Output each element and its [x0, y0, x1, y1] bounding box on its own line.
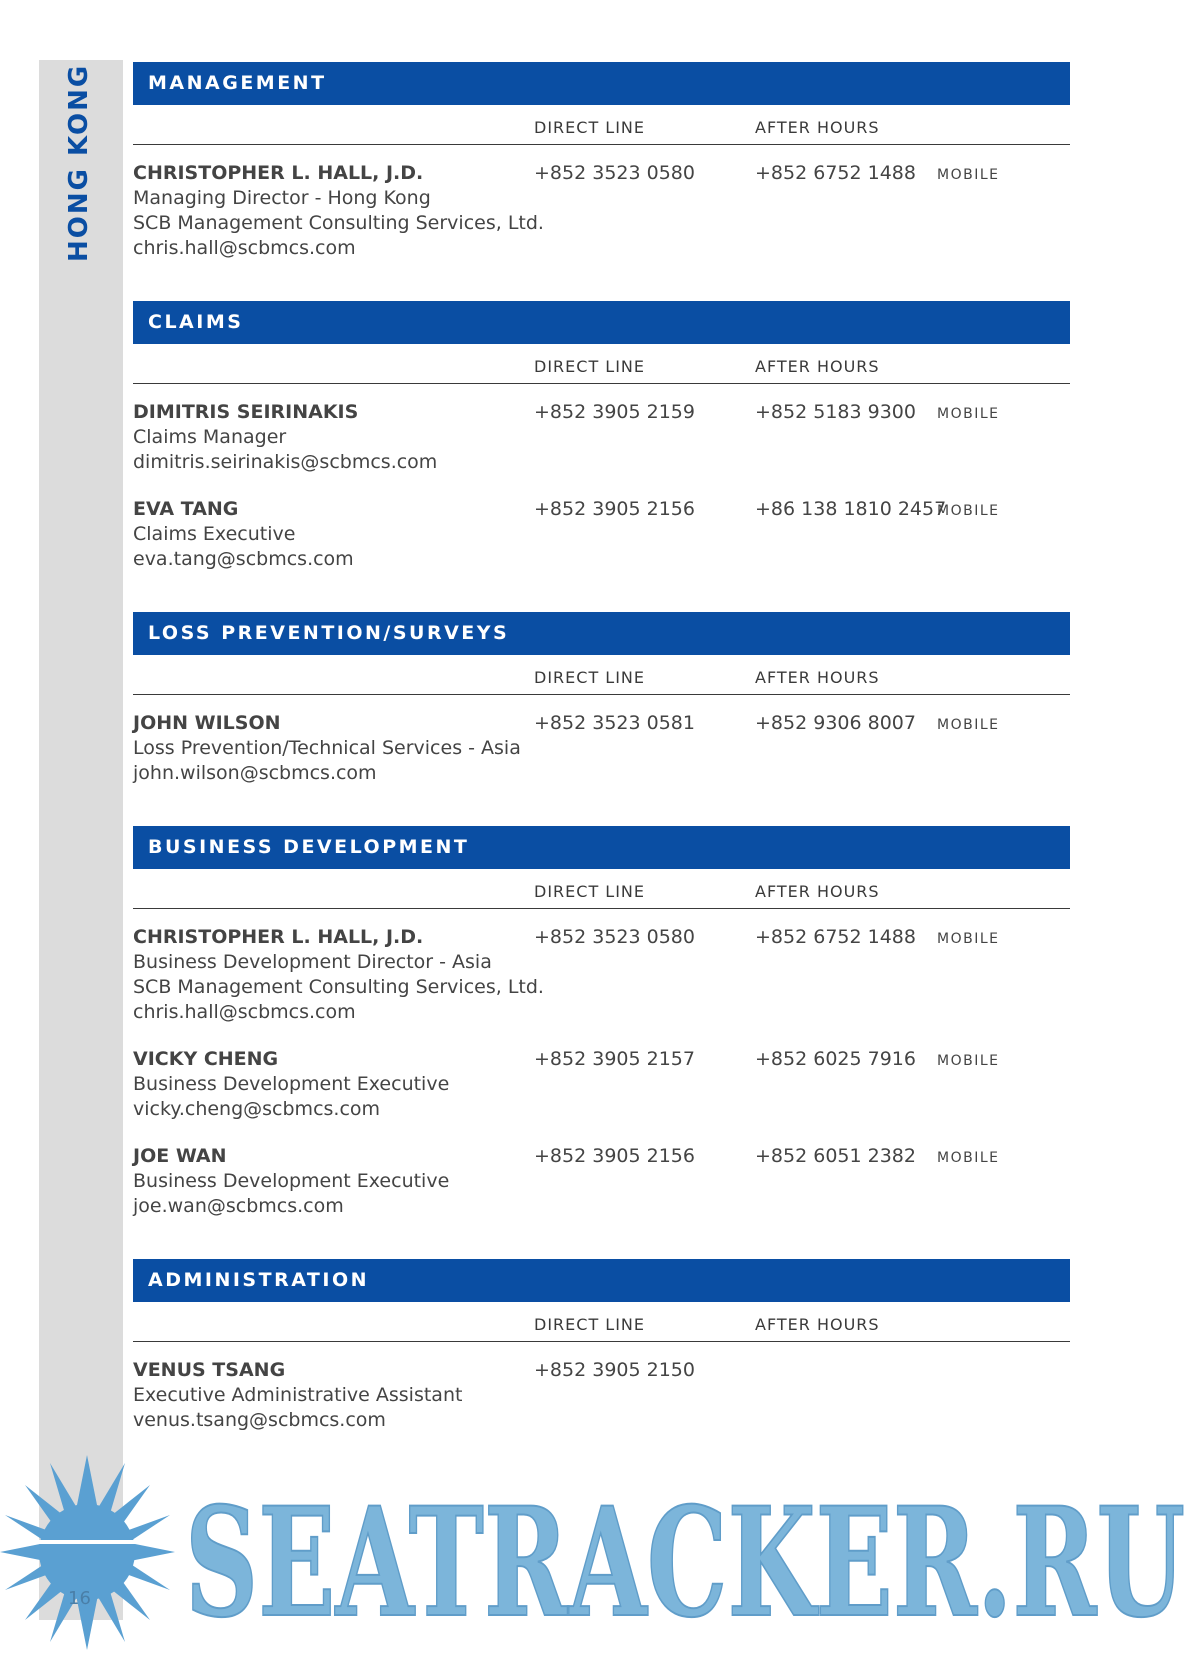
column-headers: [133, 105, 1070, 145]
contact-detail: SCB Management Consulting Services, Ltd.: [133, 976, 544, 998]
contact-name: JOE WAN: [133, 1145, 227, 1167]
people-list: [133, 145, 1070, 261]
contact-detail: Claims Executive: [133, 523, 296, 545]
section-header: BUSINESS DEVELOPMENT: [133, 826, 1070, 869]
people-list: [133, 384, 1070, 572]
direct-line-header: DIRECT LINE: [534, 118, 646, 137]
mobile-label: MOBILE: [937, 406, 1000, 422]
contact-detail: Claims Manager: [133, 426, 287, 448]
side-strip: [39, 60, 123, 1620]
direct-line-number: +852 3523 0580: [534, 162, 695, 184]
contact-detail: Managing Director - Hong Kong: [133, 187, 431, 209]
mobile-label: MOBILE: [937, 1053, 1000, 1069]
mobile-label: MOBILE: [937, 503, 1000, 519]
contact-detail: Executive Administrative Assistant: [133, 1384, 463, 1406]
contact-info: [133, 161, 544, 261]
direct-line-number: +852 3523 0581: [534, 712, 695, 734]
section-header: MANAGEMENT: [133, 62, 1070, 105]
contact-info: [133, 711, 533, 786]
contact-detail: joe.wan@scbmcs.com: [133, 1195, 344, 1217]
after-hours-header: AFTER HOURS: [755, 1315, 880, 1334]
directory-section: [133, 1259, 1070, 1433]
contact-name: CHRISTOPHER L. HALL, J.D.: [133, 926, 424, 948]
contact-detail: Business Development Director - Asia: [133, 951, 492, 973]
contact-entry: [133, 1047, 1070, 1122]
after-hours-number: +852 6752 1488: [755, 162, 916, 184]
column-headers: [133, 1302, 1070, 1342]
contact-info: [133, 1047, 533, 1122]
directory-section: [133, 301, 1070, 572]
contact-info: [133, 400, 533, 475]
contact-entry: [133, 1358, 1070, 1433]
contact-name: VENUS TSANG: [133, 1359, 286, 1381]
directory-section: [133, 612, 1070, 786]
contact-info: [133, 1358, 533, 1433]
contact-name: CHRISTOPHER L. HALL, J.D.: [133, 162, 424, 184]
after-hours-number: +852 5183 9300: [755, 401, 916, 423]
contact-detail: chris.hall@scbmcs.com: [133, 1001, 356, 1023]
direct-line-number: +852 3905 2157: [534, 1048, 695, 1070]
contact-info: [133, 925, 544, 1025]
mobile-label: MOBILE: [937, 931, 1000, 947]
people-list: [133, 909, 1070, 1219]
contact-detail: eva.tang@scbmcs.com: [133, 548, 354, 570]
column-headers: [133, 869, 1070, 909]
column-headers: [133, 655, 1070, 695]
contact-name: EVA TANG: [133, 498, 239, 520]
after-hours-number: +852 6051 2382: [755, 1145, 916, 1167]
direct-line-number: +852 3905 2156: [534, 498, 695, 520]
contact-info: [133, 1144, 533, 1219]
contact-detail: SCB Management Consulting Services, Ltd.: [133, 212, 544, 234]
section-header: LOSS PREVENTION/SURVEYS: [133, 612, 1070, 655]
mobile-label: MOBILE: [937, 1150, 1000, 1166]
column-headers: [133, 344, 1070, 384]
contact-name: DIMITRIS SEIRINAKIS: [133, 401, 359, 423]
direct-line-number: +852 3905 2156: [534, 1145, 695, 1167]
contact-entry: [133, 497, 1070, 572]
contact-name: JOHN WILSON: [133, 712, 281, 734]
after-hours-header: AFTER HOURS: [755, 357, 880, 376]
direct-line-header: DIRECT LINE: [534, 668, 646, 687]
svg-text:SEATRACKER.RU: SEATRACKER.RU: [185, 1497, 1185, 1627]
region-label: HONG KONG: [64, 63, 94, 262]
after-hours-header: AFTER HOURS: [755, 882, 880, 901]
contact-detail: venus.tsang@scbmcs.com: [133, 1409, 386, 1431]
after-hours-number: +852 6752 1488: [755, 926, 916, 948]
contact-entry: [133, 400, 1070, 475]
contact-info: [133, 497, 533, 572]
contact-entry: [133, 925, 1070, 1025]
direct-line-number: +852 3523 0580: [534, 926, 695, 948]
after-hours-number: +86 138 1810 2457: [755, 498, 947, 520]
contact-entry: [133, 711, 1070, 786]
contact-entry: [133, 1144, 1070, 1219]
contact-name: VICKY CHENG: [133, 1048, 279, 1070]
contact-detail: vicky.cheng@scbmcs.com: [133, 1098, 381, 1120]
direct-line-header: DIRECT LINE: [534, 357, 646, 376]
directory-section: [133, 62, 1070, 261]
people-list: [133, 1342, 1070, 1433]
contact-detail: Business Development Executive: [133, 1170, 450, 1192]
direct-line-header: DIRECT LINE: [534, 1315, 646, 1334]
directory-content: [133, 62, 1070, 1473]
contact-detail: chris.hall@scbmcs.com: [133, 237, 356, 259]
page-number: 16: [68, 1588, 91, 1609]
mobile-label: MOBILE: [937, 717, 1000, 733]
people-list: [133, 695, 1070, 786]
after-hours-number: +852 9306 8007: [755, 712, 916, 734]
mobile-label: MOBILE: [937, 167, 1000, 183]
direct-line-header: DIRECT LINE: [534, 882, 646, 901]
contact-detail: Business Development Executive: [133, 1073, 450, 1095]
contact-entry: [133, 161, 1070, 261]
direct-line-number: +852 3905 2150: [534, 1359, 695, 1381]
after-hours-header: AFTER HOURS: [755, 118, 880, 137]
contact-detail: dimitris.seirinakis@scbmcs.com: [133, 451, 438, 473]
contact-detail: john.wilson@scbmcs.com: [133, 762, 377, 784]
direct-line-number: +852 3905 2159: [534, 401, 695, 423]
watermark-logo: [180, 1497, 1190, 1627]
after-hours-header: AFTER HOURS: [755, 668, 880, 687]
after-hours-number: +852 6025 7916: [755, 1048, 916, 1070]
directory-section: [133, 826, 1070, 1219]
contact-detail: Loss Prevention/Technical Services - Asia: [133, 737, 521, 759]
section-header: ADMINISTRATION: [133, 1259, 1070, 1302]
sun-icon: [0, 1455, 175, 1650]
section-header: CLAIMS: [133, 301, 1070, 344]
